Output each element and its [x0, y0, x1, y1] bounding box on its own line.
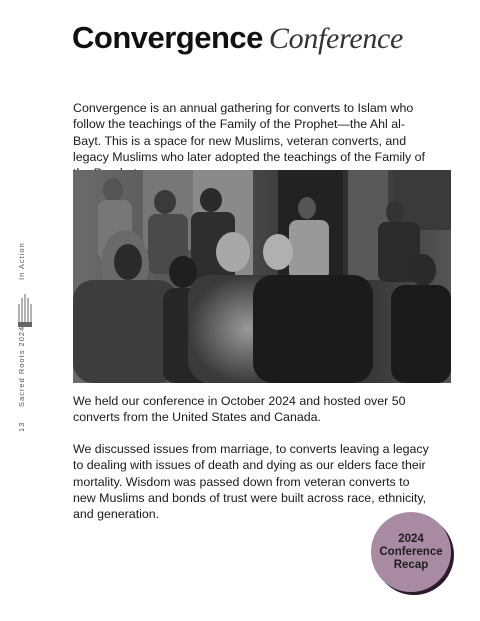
badge-title: Conference	[379, 545, 443, 558]
sidebar-page-number: 13	[17, 421, 26, 432]
sacred-roots-logo-icon	[17, 292, 33, 328]
badge-year: 2024	[398, 532, 424, 545]
paragraph-1: We held our conference in October 2024 and hosted over 50 converts from the United States and Canada.	[73, 394, 406, 425]
page-title-bold: Convergence	[72, 20, 263, 55]
conference-photo	[73, 170, 451, 383]
conference-recap-badge	[371, 512, 451, 592]
conference-audience-photo	[73, 170, 451, 383]
sidebar-publication-label: Sacred Roots 2024	[17, 325, 26, 407]
paragraph-2: We discussed issues from marriage, to converts leaving a legacy to dealing with issues of death and dying as our elders face their mortality. Wisdom was passed down from veteran converts to new Muslims and bonds of trust were built across race, ethnicity, and generation.	[73, 442, 429, 522]
sidebar-section-label: In Action	[17, 242, 26, 280]
page-title	[72, 20, 472, 60]
page-title-script: Conference	[268, 22, 404, 55]
intro-paragraph: Convergence is an annual gathering for converts to Islam who follow the teachings of the Family of the Prophet—the Ahl al-Bayt. This is a space for new Muslims, veteran converts, and legacy Muslims who later adopted the teachings of the Family of	[73, 101, 425, 164]
badge-subtitle: Recap	[393, 558, 429, 571]
